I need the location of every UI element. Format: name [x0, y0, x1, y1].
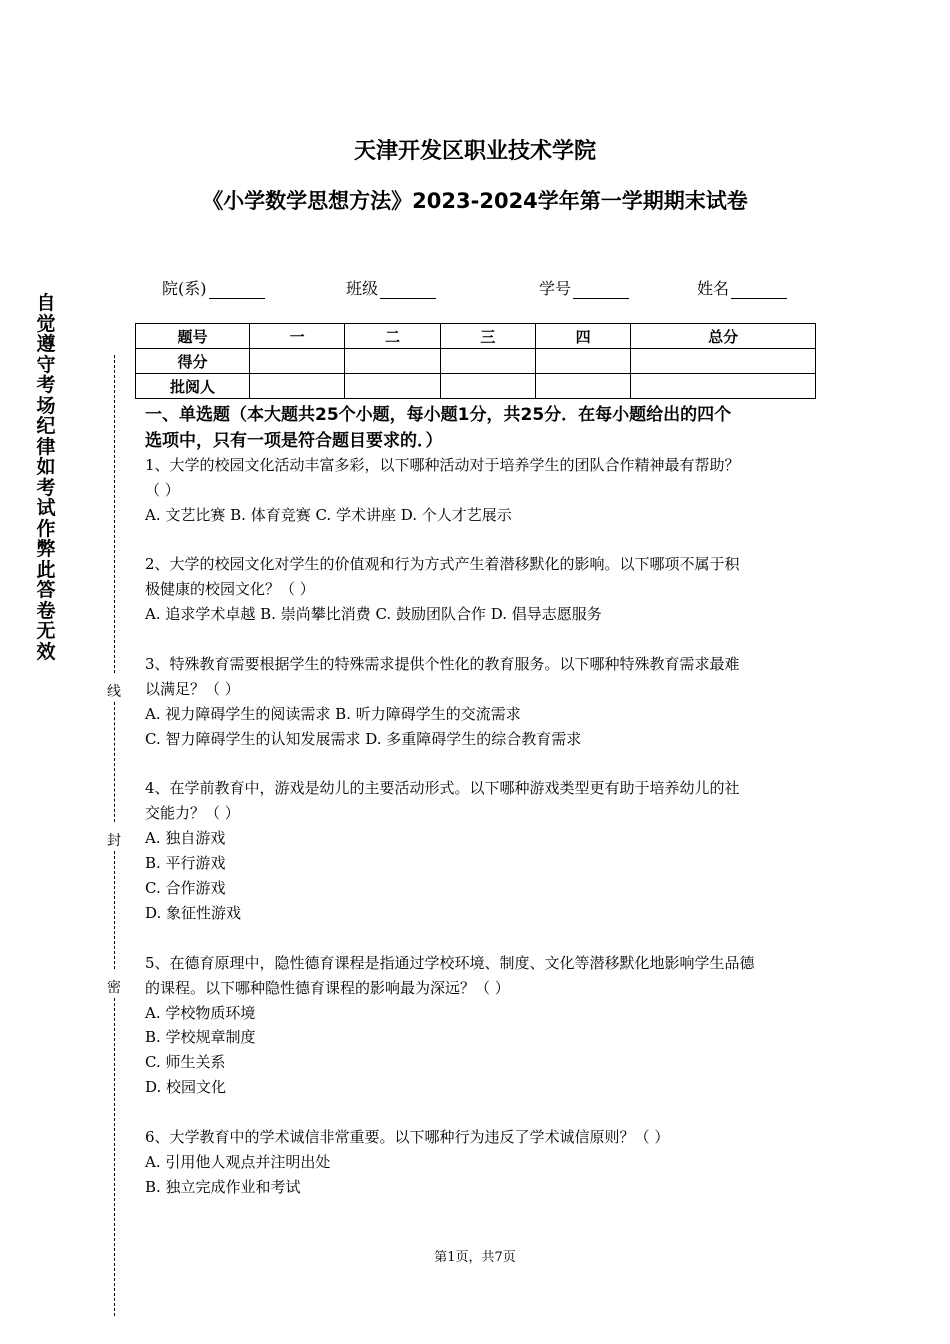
grader-cell	[250, 374, 345, 399]
section-title-line: 选项中，只有一项是符合题目要求的．）	[145, 431, 443, 451]
page-number: 第1页，共7页	[434, 1250, 516, 1265]
column-header: 三	[440, 324, 535, 349]
score-cell	[250, 349, 345, 374]
name-label: 姓名	[697, 279, 730, 298]
score-table-header-row	[136, 324, 816, 349]
class-blank	[380, 282, 436, 299]
student-id-blank	[573, 282, 629, 299]
score-cell	[345, 349, 440, 374]
question-option: A. 追求学术卓越 B. 崇尚攀比消费 C. 鼓励团队合作 D. 倡导志愿服务	[145, 605, 602, 623]
question-option: D. 校园文化	[145, 1078, 227, 1096]
question-stem: 3、特殊教育需要根据学生的特殊需求提供个性化的教育服务。以下哪种特殊教育需求最难	[145, 655, 740, 673]
column-header: 总分	[631, 324, 816, 349]
question-stem: 5、在德育原理中，隐性德育课程是指通过学校环境、制度、文化等潜移默化地影响学生品德	[145, 954, 755, 972]
question-stem: 交能力？（ ）	[145, 804, 240, 822]
score-cell	[631, 349, 816, 374]
question-option: B. 学校规章制度	[145, 1028, 256, 1046]
column-header: 四	[535, 324, 630, 349]
row-label: 批阅人	[136, 374, 250, 399]
question-option: B. 独立完成作业和考试	[145, 1178, 301, 1196]
question-stem: 以满足？（ ）	[145, 680, 240, 698]
grader-cell	[535, 374, 630, 399]
binding-dashed-line	[114, 998, 115, 1316]
question-stem: 极健康的校园文化？（ ）	[145, 580, 315, 598]
question-stem: 1、大学的校园文化活动丰富多彩，以下哪种活动对于培养学生的团队合作精神最有帮助？	[145, 456, 740, 474]
class-field	[346, 276, 436, 299]
question-option: C. 智力障碍学生的认知发展需求 D. 多重障碍学生的综合教育需求	[145, 730, 582, 748]
question-option: A. 独自游戏	[145, 829, 226, 847]
question-option: A. 引用他人观点并注明出处	[145, 1153, 331, 1171]
student-id-field	[539, 276, 629, 299]
column-header: 一	[250, 324, 345, 349]
question-option: B. 平行游戏	[145, 854, 226, 872]
binding-dashed-line	[114, 702, 115, 822]
question-option: A. 视力障碍学生的阅读需求 B. 听力障碍学生的交流需求	[145, 705, 521, 723]
grader-cell	[345, 374, 440, 399]
school-name: 天津开发区职业技术学院	[353, 139, 596, 164]
exam-title: 《小学数学思想方法》2023-2024学年第一学期期末试卷	[202, 189, 748, 213]
name-blank	[731, 282, 787, 299]
student-id-label: 学号	[539, 279, 572, 298]
seal-mark-line: 线	[107, 684, 121, 700]
score-cell	[440, 349, 535, 374]
grader-cell	[440, 374, 535, 399]
name-field	[697, 276, 787, 299]
question-option: C. 师生关系	[145, 1053, 226, 1071]
department-field	[162, 276, 265, 299]
score-row	[136, 349, 816, 374]
question-option: D. 象征性游戏	[145, 904, 242, 922]
seal-mark-seal: 封	[107, 833, 121, 849]
section-title-line: 一、单选题（本大题共25个小题，每小题1分，共25分．在每小题给出的四个	[145, 405, 732, 425]
score-table	[135, 323, 816, 399]
question-option: C. 合作游戏	[145, 879, 226, 897]
question-stem: 的课程。以下哪种隐性德育课程的影响最为深远？（ ）	[145, 979, 510, 997]
row-label: 题号	[136, 324, 250, 349]
exam-notice-vertical: 自觉遵守考场纪律如考试作弊此答卷无效	[36, 292, 56, 663]
score-cell	[535, 349, 630, 374]
question-stem: （ ）	[145, 481, 180, 499]
question-option: A. 学校物质环境	[145, 1004, 256, 1022]
question-option: A. 文艺比赛 B. 体育竞赛 C. 学术讲座 D. 个人才艺展示	[145, 506, 512, 524]
class-label: 班级	[346, 279, 379, 298]
question-stem: 4、在学前教育中，游戏是幼儿的主要活动形式。以下哪种游戏类型更有助于培养幼儿的社	[145, 779, 740, 797]
column-header: 二	[345, 324, 440, 349]
grader-row	[136, 374, 816, 399]
row-label: 得分	[136, 349, 250, 374]
section-title	[145, 402, 817, 454]
seal-mark-secret: 密	[107, 980, 121, 996]
question-stem: 6、大学教育中的学术诚信非常重要。以下哪种行为违反了学术诚信原则？（ ）	[145, 1128, 670, 1146]
department-label: 院(系)	[162, 279, 207, 298]
binding-dashed-line	[114, 851, 115, 969]
department-blank	[209, 282, 265, 299]
question-stem: 2、大学的校园文化对学生的价值观和行为方式产生着潜移默化的影响。以下哪项不属于积	[145, 555, 740, 573]
grader-cell	[631, 374, 816, 399]
binding-dashed-line	[114, 355, 115, 673]
